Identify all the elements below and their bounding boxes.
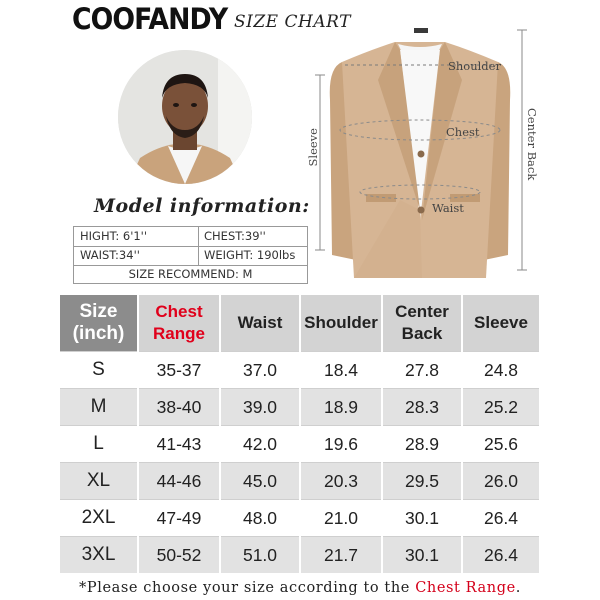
table-cell: 28.3 — [382, 389, 462, 426]
table-cell: 41-43 — [138, 426, 220, 463]
blazer-measurement-diagram — [300, 20, 540, 284]
table-cell-size: L — [60, 426, 138, 463]
model-portrait — [118, 50, 252, 184]
model-weight: WEIGHT: 190lbs — [204, 248, 296, 262]
table-cell: 18.4 — [300, 352, 382, 389]
table-cell: 29.5 — [382, 463, 462, 500]
column-header-chest-range — [138, 295, 220, 352]
table-cell-size: S — [60, 352, 138, 389]
column-header-waist: Waist — [220, 295, 300, 352]
chest-label: Chest — [446, 125, 480, 139]
table-cell: 24.8 — [462, 352, 540, 389]
column-header-size — [60, 295, 138, 352]
footnote-suffix: . — [515, 580, 521, 596]
model-waist: WAIST:34'' — [80, 248, 140, 262]
size-advice-footnote — [60, 580, 540, 596]
table-cell: 21.7 — [300, 537, 382, 574]
table-cell-size: M — [60, 389, 138, 426]
header-chest-line1: Chest — [155, 302, 203, 321]
table-cell: 48.0 — [220, 500, 300, 537]
size-chart-table — [60, 295, 541, 573]
size-chart-title: SIZE CHART — [234, 12, 351, 32]
table-row — [60, 500, 540, 537]
model-photo-illustration — [118, 50, 252, 184]
table-row — [60, 426, 540, 463]
table-row — [60, 463, 540, 500]
waist-label: Waist — [432, 201, 464, 215]
table-cell: 47-49 — [138, 500, 220, 537]
table-cell: 26.0 — [462, 463, 540, 500]
table-cell: 37.0 — [220, 352, 300, 389]
column-header-center-back — [382, 295, 462, 352]
header-size-line2: (inch) — [72, 323, 125, 344]
table-cell-size: 3XL — [60, 537, 138, 574]
table-cell-size: XL — [60, 463, 138, 500]
table-row — [60, 537, 540, 574]
table-row — [60, 352, 540, 389]
model-size-recommend: SIZE RECOMMEND: M — [128, 267, 253, 281]
column-header-shoulder: Shoulder — [300, 295, 382, 352]
header-chest-line2: Range — [153, 324, 205, 343]
table-cell: 38-40 — [138, 389, 220, 426]
table-cell: 51.0 — [220, 537, 300, 574]
table-cell: 30.1 — [382, 537, 462, 574]
table-header-row — [60, 295, 540, 352]
table-cell: 19.6 — [300, 426, 382, 463]
footnote-prefix: *Please choose your size according to the — [79, 580, 416, 596]
table-cell: 28.9 — [382, 426, 462, 463]
brand-logo: COOFANDY — [72, 2, 228, 36]
footnote-highlight: Chest Range — [415, 580, 516, 596]
sleeve-label: Sleeve — [306, 128, 320, 167]
table-cell: 26.4 — [462, 500, 540, 537]
table-cell: 21.0 — [300, 500, 382, 537]
model-height: HIGHT: 6'1'' — [80, 229, 148, 243]
header-center-line1: Center — [395, 302, 449, 321]
table-cell: 45.0 — [220, 463, 300, 500]
table-cell: 25.6 — [462, 426, 540, 463]
model-chest: CHEST:39'' — [204, 229, 266, 243]
table-cell: 27.8 — [382, 352, 462, 389]
model-info-box — [73, 226, 308, 284]
column-header-sleeve: Sleeve — [462, 295, 540, 352]
shoulder-label: Shoulder — [448, 59, 501, 73]
table-cell: 44-46 — [138, 463, 220, 500]
table-row — [60, 389, 540, 426]
table-cell: 39.0 — [220, 389, 300, 426]
table-cell: 18.9 — [300, 389, 382, 426]
table-cell: 20.3 — [300, 463, 382, 500]
header-center-line2: Back — [401, 324, 443, 343]
header-size-line1: Size — [79, 301, 118, 322]
table-cell: 35-37 — [138, 352, 220, 389]
table-cell: 25.2 — [462, 389, 540, 426]
table-cell: 26.4 — [462, 537, 540, 574]
center-back-label: Center Back — [525, 108, 539, 181]
table-cell: 42.0 — [220, 426, 300, 463]
table-cell: 30.1 — [382, 500, 462, 537]
blazer-illustration — [300, 20, 540, 284]
table-cell-size: 2XL — [60, 500, 138, 537]
table-cell: 50-52 — [138, 537, 220, 574]
model-info-title: Model information: — [94, 195, 310, 217]
